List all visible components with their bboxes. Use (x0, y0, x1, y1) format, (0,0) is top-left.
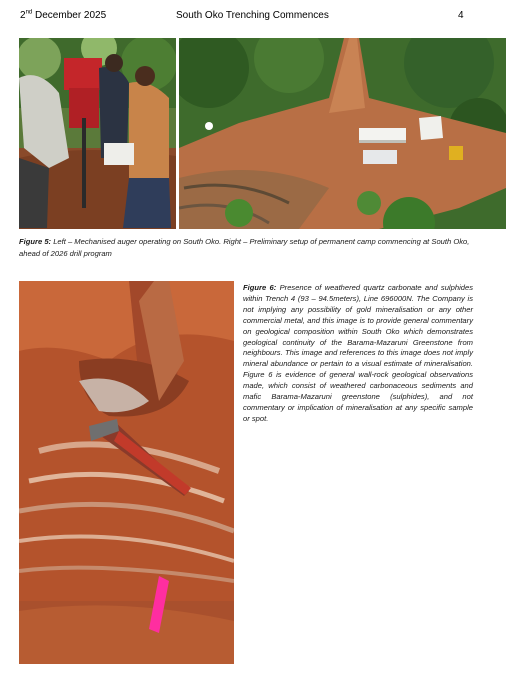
figure-6-caption: Figure 6: Presence of weathered quartz carbonate and sulphides within Trench 4 (93 – 94.5meters), Line 696000N. The Company is not implying any possibility of gold mineralisation or any other commercial metal, and this image is to provide general commentary on geological composition within South Oko which demonstrates geological continuity of the Barama-Mazaruni Greenstone from neighbours. This image and references to this image does not imply mineral abundance or pertain to a visual estimate of mineralisation. Figure 6 is evidence of general wall-rock geological observations made, which consist of weathered carbonaceous sediments and mafic Barama-Mazaruni greenstone (sulphides), and not commentary or implication of mineralisation at any specific sample or spot. (243, 283, 473, 423)
trench-photo (19, 281, 234, 664)
header-title: South Oko Trenching Commences (176, 10, 329, 21)
auger-photo (19, 38, 176, 229)
header-date: 2nd December 2025 (20, 9, 107, 21)
figure-5-caption: Figure 5: Left – Mechanised auger operating on South Oko. Right – Preliminary setup of permanent camp commencing at South Oko, ahead of 2026 drill program (19, 237, 470, 258)
page-number: 4 (458, 10, 464, 21)
camp-setup-photo (179, 38, 506, 229)
